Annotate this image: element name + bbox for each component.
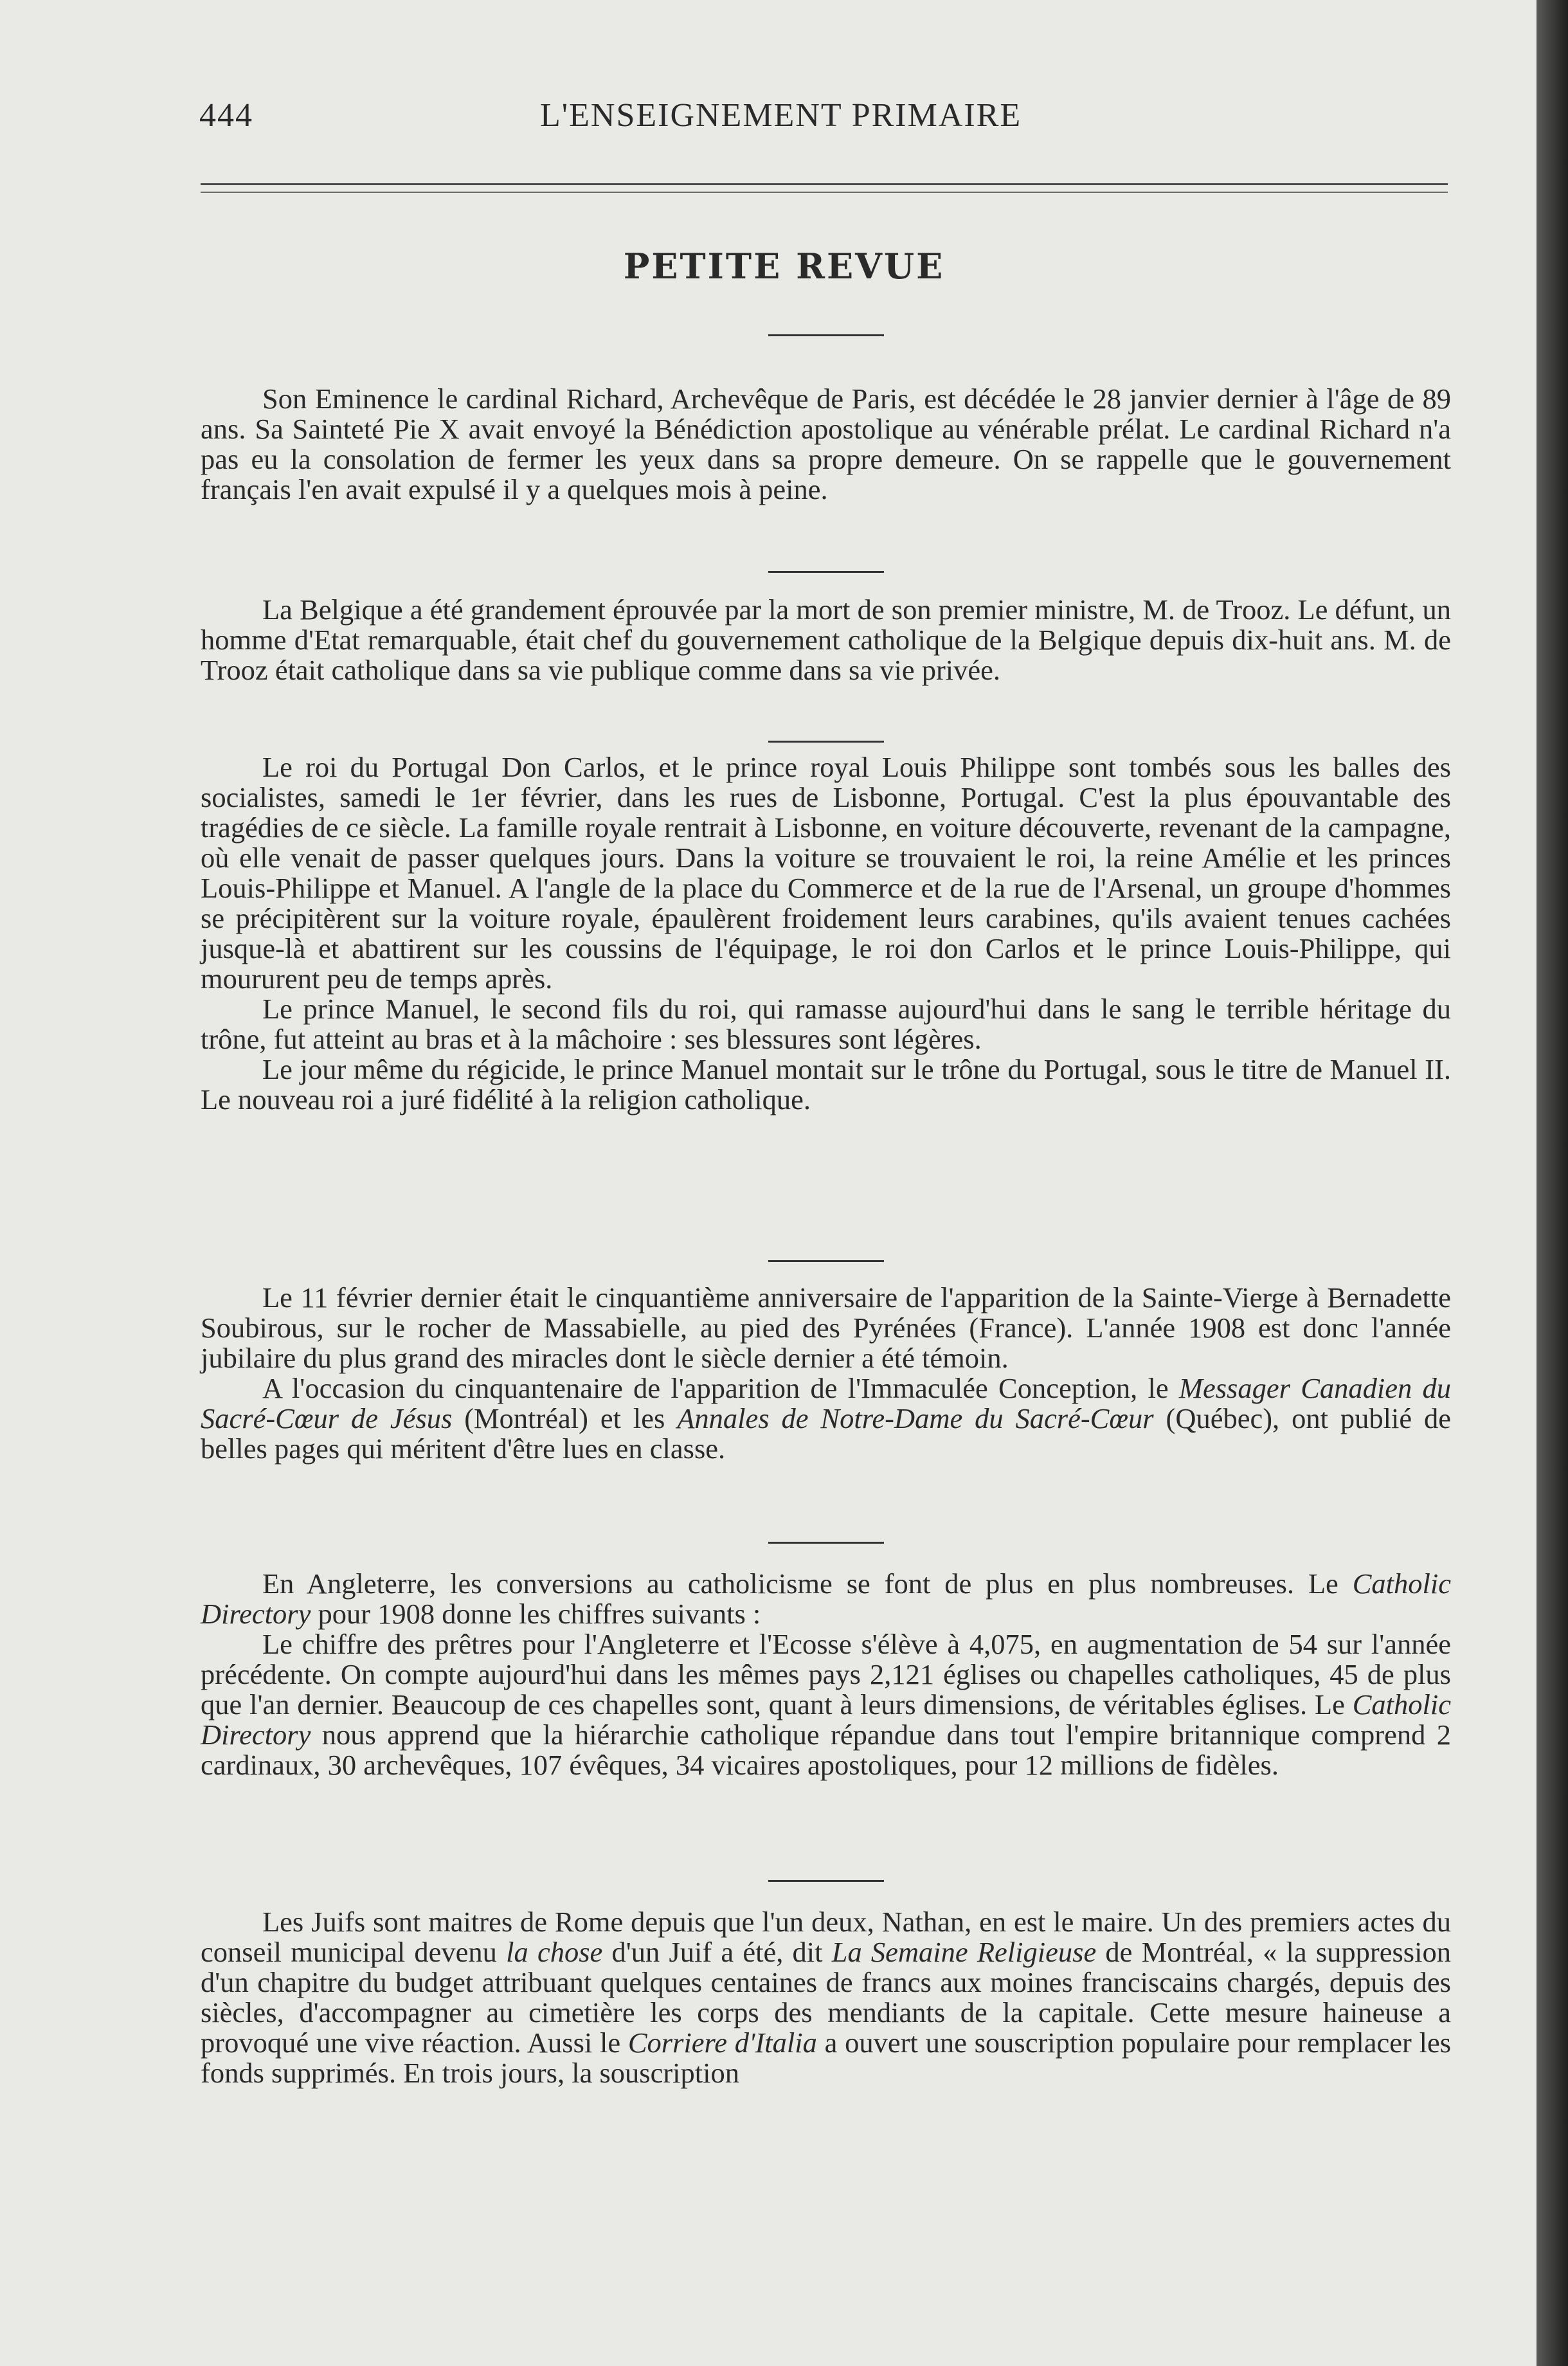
article-divider [768,571,884,573]
article-portugal [201,752,1451,1115]
book-spine-shadow [1536,0,1568,2366]
article-divider [768,1880,884,1882]
paragraph: Le jour même du régicide, le prince Manuel montait sur le trône du Portugal, sous le titre de Manuel II. Le nouveau roi a juré fidélité à la religion catholique. [201,1053,1451,1115]
journal-title: L'ENSEIGNEMENT PRIMAIRE [540,97,1022,134]
paragraph: En Angleterre, les conversions au catholicisme se font de plus en plus nombreuses. Le Catholic Directory pour 1908 donne les chiffres suivants : [201,1567,1451,1630]
article-cardinal-richard [201,384,1451,505]
article-divider [768,1542,884,1544]
paragraph: Le prince Manuel, le second fils du roi, qui ramasse aujourd'hui dans le sang le terrible héritage du trône, fut atteint au bras et à la mâchoire : ses blessures sont légères. [201,993,1451,1055]
paragraph: Le roi du Portugal Don Carlos, et le prince royal Louis Philippe sont tombés sous les balles des socialistes, samedi le 1er février, dans les rues de Lisbonne, Portugal. C'est la plus épouvantable des tragédies de ce siècle. La famille royale rentrait à Lisbonne, en voiture découverte, revenant de la campagne, où elle venait de passer quelques jours. Dans la voiture se trouvaient le roi, la reine Amélie et les princes Louis-Philippe et Manuel. A l'angle de la place du Commerce et de la rue de l'Arsenal, un groupe d'hommes se précipitèrent sur la voiture royale, épaulèrent froidement leurs carabines, qu'ils avaient tenues cachées jusque-là et abattirent sur les coussins de l'équipage, le roi don Carlos et le prince Louis-Philippe, qui moururent peu de temps après. [201,751,1451,995]
paragraph: Les Juifs sont maitres de Rome depuis que l'un deux, Nathan, en est le maire. Un des premiers actes du conseil municipal devenu la chose d'un Juif a été, dit La Semaine Religieuse de Montréal, « la suppression d'un chapitre du budget attribuant quelques centaines de francs aux moines franciscains chargés, depuis des siècles, d'accompagner au cimetière les corps des mendiants de la capitale. Cette mesure haineuse a provoqué une vive réaction. Aussi le Corriere d'Italia a ouvert une souscription populaire pour remplacer les fonds supprimés. En trois jours, la souscription [201,1906,1452,2089]
article-lourdes [201,1283,1451,1464]
header-rule [201,183,1448,193]
paragraph: Son Eminence le cardinal Richard, Archevêque de Paris, est décédée le 28 janvier dernier à l'âge de 89 ans. Sa Sainteté Pie X avait envoyé la Bénédiction apostolique au vénérable prélat. Le cardinal Richard n'a pas eu la consolation de fermer les yeux dans sa propre demeure. On se rappelle que le gouvernement français l'en avait expulsé il y a quelques mois à peine. [201,383,1451,505]
article-angleterre [201,1569,1451,1780]
section-title: PETITE REVUE [623,246,945,287]
paragraph: Le 11 février dernier était le cinquantième anniversaire de l'apparition de la Sainte-Vierge à Bernadette Soubirous, sur le rocher de Massabielle, au pied des Pyrénées (France). L'année 1908 est donc l'année jubilaire du plus grand des miracles dont le siècle dernier a été témoin. [201,1281,1451,1374]
running-head [199,96,1453,141]
article-rome [201,1907,1451,2088]
paragraph: La Belgique a été grandement éprouvée par la mort de son premier ministre, M. de Trooz. Le défunt, un homme d'Etat remarquable, était chef du gouvernement catholique de la Belgique depuis dix-huit ans. M. de Trooz était catholique dans sa vie publique comme dans sa vie privée. [201,593,1451,686]
paragraph: A l'occasion du cinquantenaire de l'apparition de l'Immaculée Conception, le Messager Canadien du Sacré-Cœur de Jésus (Montréal) et les Annales de Notre-Dame du Sacré-Cœur (Québec), ont publié de belles pages qui méritent d'être lues en classe. [201,1372,1451,1465]
page-number: 444 [199,97,253,134]
paragraph: Le chiffre des prêtres pour l'Angleterre et l'Ecosse s'élève à 4,075, en augmentation de 54 sur l'année précédente. On compte aujourd'hui dans les mêmes pays 2,121 églises ou chapelles catholiques, 45 de plus que l'an dernier. Beaucoup de ces chapelles sont, quant à leurs dimensions, de véritables églises. Le Catholic Directory nous apprend que la hiérarchie catholique répandue dans tout l'empire britannique comprend 2 cardinaux, 30 archevêques, 107 évêques, 34 vicaires apostoliques, pour 12 millions de fidèles. [201,1628,1451,1781]
article-divider [768,741,884,743]
section-divider [768,334,884,336]
article-belgique [201,595,1451,685]
article-divider [768,1260,884,1262]
